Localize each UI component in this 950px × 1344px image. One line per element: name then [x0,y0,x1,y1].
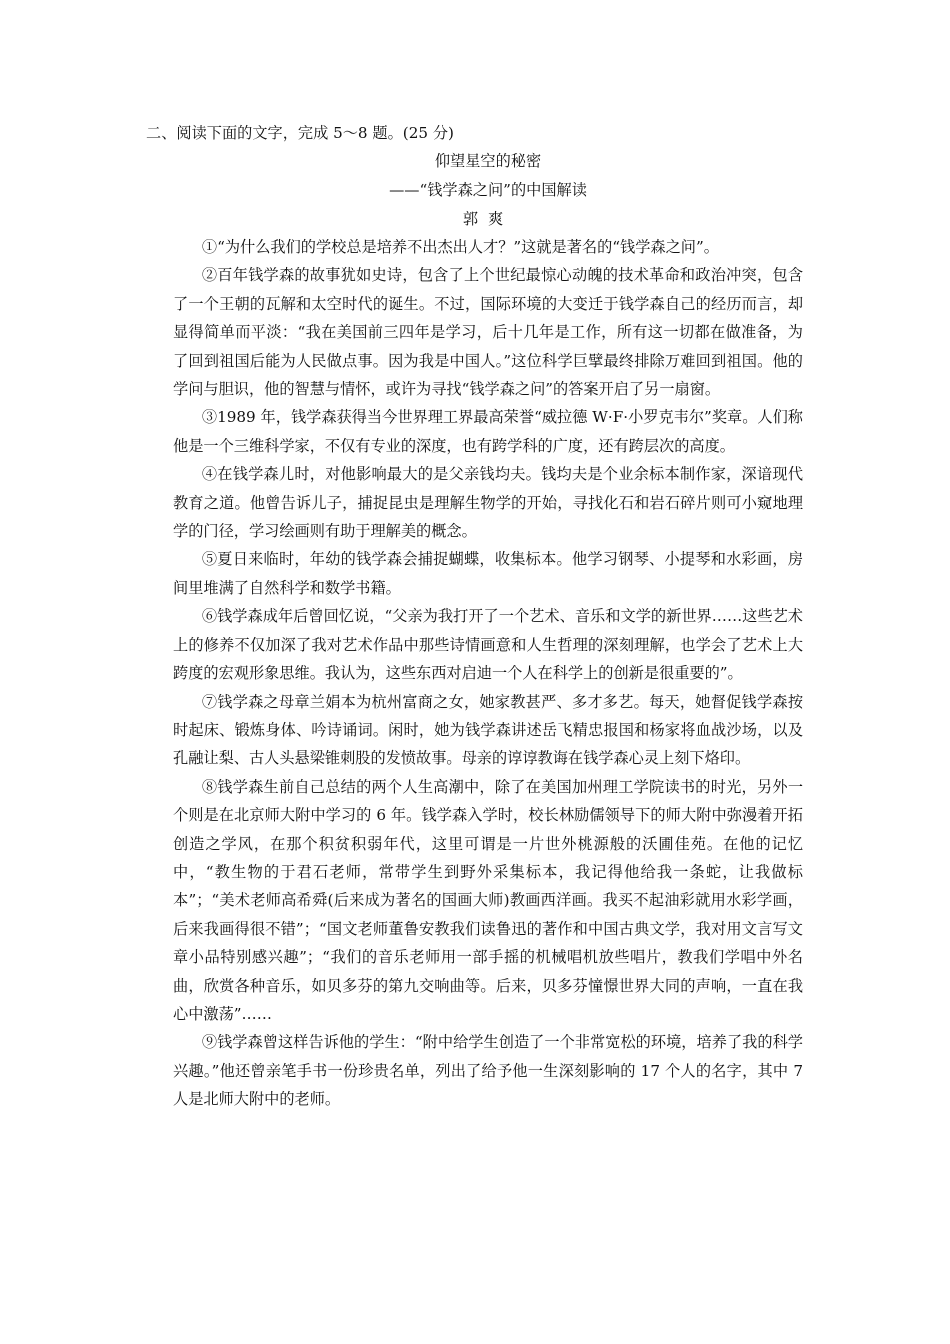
section-heading: 二、阅读下面的文字，完成 5～8 题。(25 分) [146,124,454,142]
article-title: 仰望星空的秘密 [434,152,542,170]
paragraph-6: ⑥钱学森成年后曾回忆说，“父亲为我打开了一个艺术、音乐和文学的新世界……这些艺术上的修养不仅加深了我对艺术作品中那些诗情画意和人生哲理的深刻理解，也学会了艺术上大跨度的宏观形象思维。我认为，这些东西对启迪一个人在科学上的创新是很重要的”。 [173,607,803,683]
paragraph-3: ③1989 年，钱学森获得当今世界理工界最高荣誉“威拉德 W·F·小罗克韦尔”奖章。人们称他是一个三维科学家，不仅有专业的深度，也有跨学科的广度，还有跨层次的高度。 [173,408,803,455]
paragraph-1: ①“为什么我们的学校总是培养不出杰出人才？”这就是著名的“钱学森之问”。 [201,238,719,256]
article-subtitle: ——“钱学森之问”的中国解读 [389,181,587,199]
paragraph-9: ⑨钱学森曾这样告诉他的学生：“附中给学生创造了一个非常宽松的环境，培养了我的科学兴趣。”他还曾亲笔手书一份珍贵名单，列出了给予他一生深刻影响的 17 个人的名字，其中 7 人是北师大附中的老师。 [173,1033,803,1109]
article-body [173,233,803,1114]
article-author: 郭爽 [462,210,514,228]
paragraph-5: ⑤夏日来临时，年幼的钱学森会捕捉蝴蝶，收集标本。他学习钢琴、小提琴和水彩画，房间里堆满了自然科学和数学书籍。 [173,550,803,597]
paragraph-8: ⑧钱学森生前自己总结的两个人生高潮中，除了在美国加州理工学院读书的时光，另外一个则是在北京师大附中学习的 6 年。钱学森入学时，校长林励儒领导下的师大附中弥漫着开拓创造之学风，在那个积贫积弱年代，这里可谓是一片世外桃源般的沃圃佳苑。在他的记忆中，“教生物的于君石老师，常带学生到野外采集标本，我记得他给我一条蛇，让我做标本”；“美术老师高希舜(后来成为著名的国画大师)教画西洋画。我买不起油彩就用水彩学画，后来我画得很不错”；“国文老师董鲁安教我们读鲁迅的著作和中国古典文学，我对用文言写文章小品特别感兴趣”；“我们的音乐老师用一部手摇的机械唱机放些唱片，教我们学唱中外名曲，欣赏各种音乐，如贝多芬的第九交响曲等。后来，贝多芬憧憬世界大同的声响，一直在我心中激荡”…… [173,777,803,1023]
paragraph-2: ②百年钱学森的故事犹如史诗，包含了上个世纪最惊心动魄的技术革命和政治冲突，包含了一个王朝的瓦解和太空时代的诞生。不过，国际环境的大变迁于钱学森自己的经历而言，却显得简单而平淡：“我在美国前三四年是学习，后十几年是工作，所有这一切都在做准备，为了回到祖国后能为人民做点事。因为我是中国人。”这位科学巨擘最终排除万难回到祖国。他的学问与胆识，他的智慧与情怀，或许为寻找“钱学森之问”的答案开启了另一扇窗。 [173,266,803,399]
paragraph-4: ④在钱学森儿时，对他影响最大的是父亲钱均夫。钱均夫是个业余标本制作家，深谙现代教育之道。他曾告诉儿子，捕捉昆虫是理解生物学的开始，寻找化石和岩石碎片则可小窥地理学的门径，学习绘画则有助于理解美的概念。 [173,465,803,541]
paragraph-7: ⑦钱学森之母章兰娟本为杭州富商之女，她家教甚严、多才多艺。每天，她督促钱学森按时起床、锻炼身体、吟诗诵词。闲时，她为钱学森讲述岳飞精忠报国和杨家将血战沙场，以及孔融让梨、古人头悬梁锥刺股的发愤故事。母亲的谆谆教诲在钱学森心灵上刻下烙印。 [173,692,803,768]
